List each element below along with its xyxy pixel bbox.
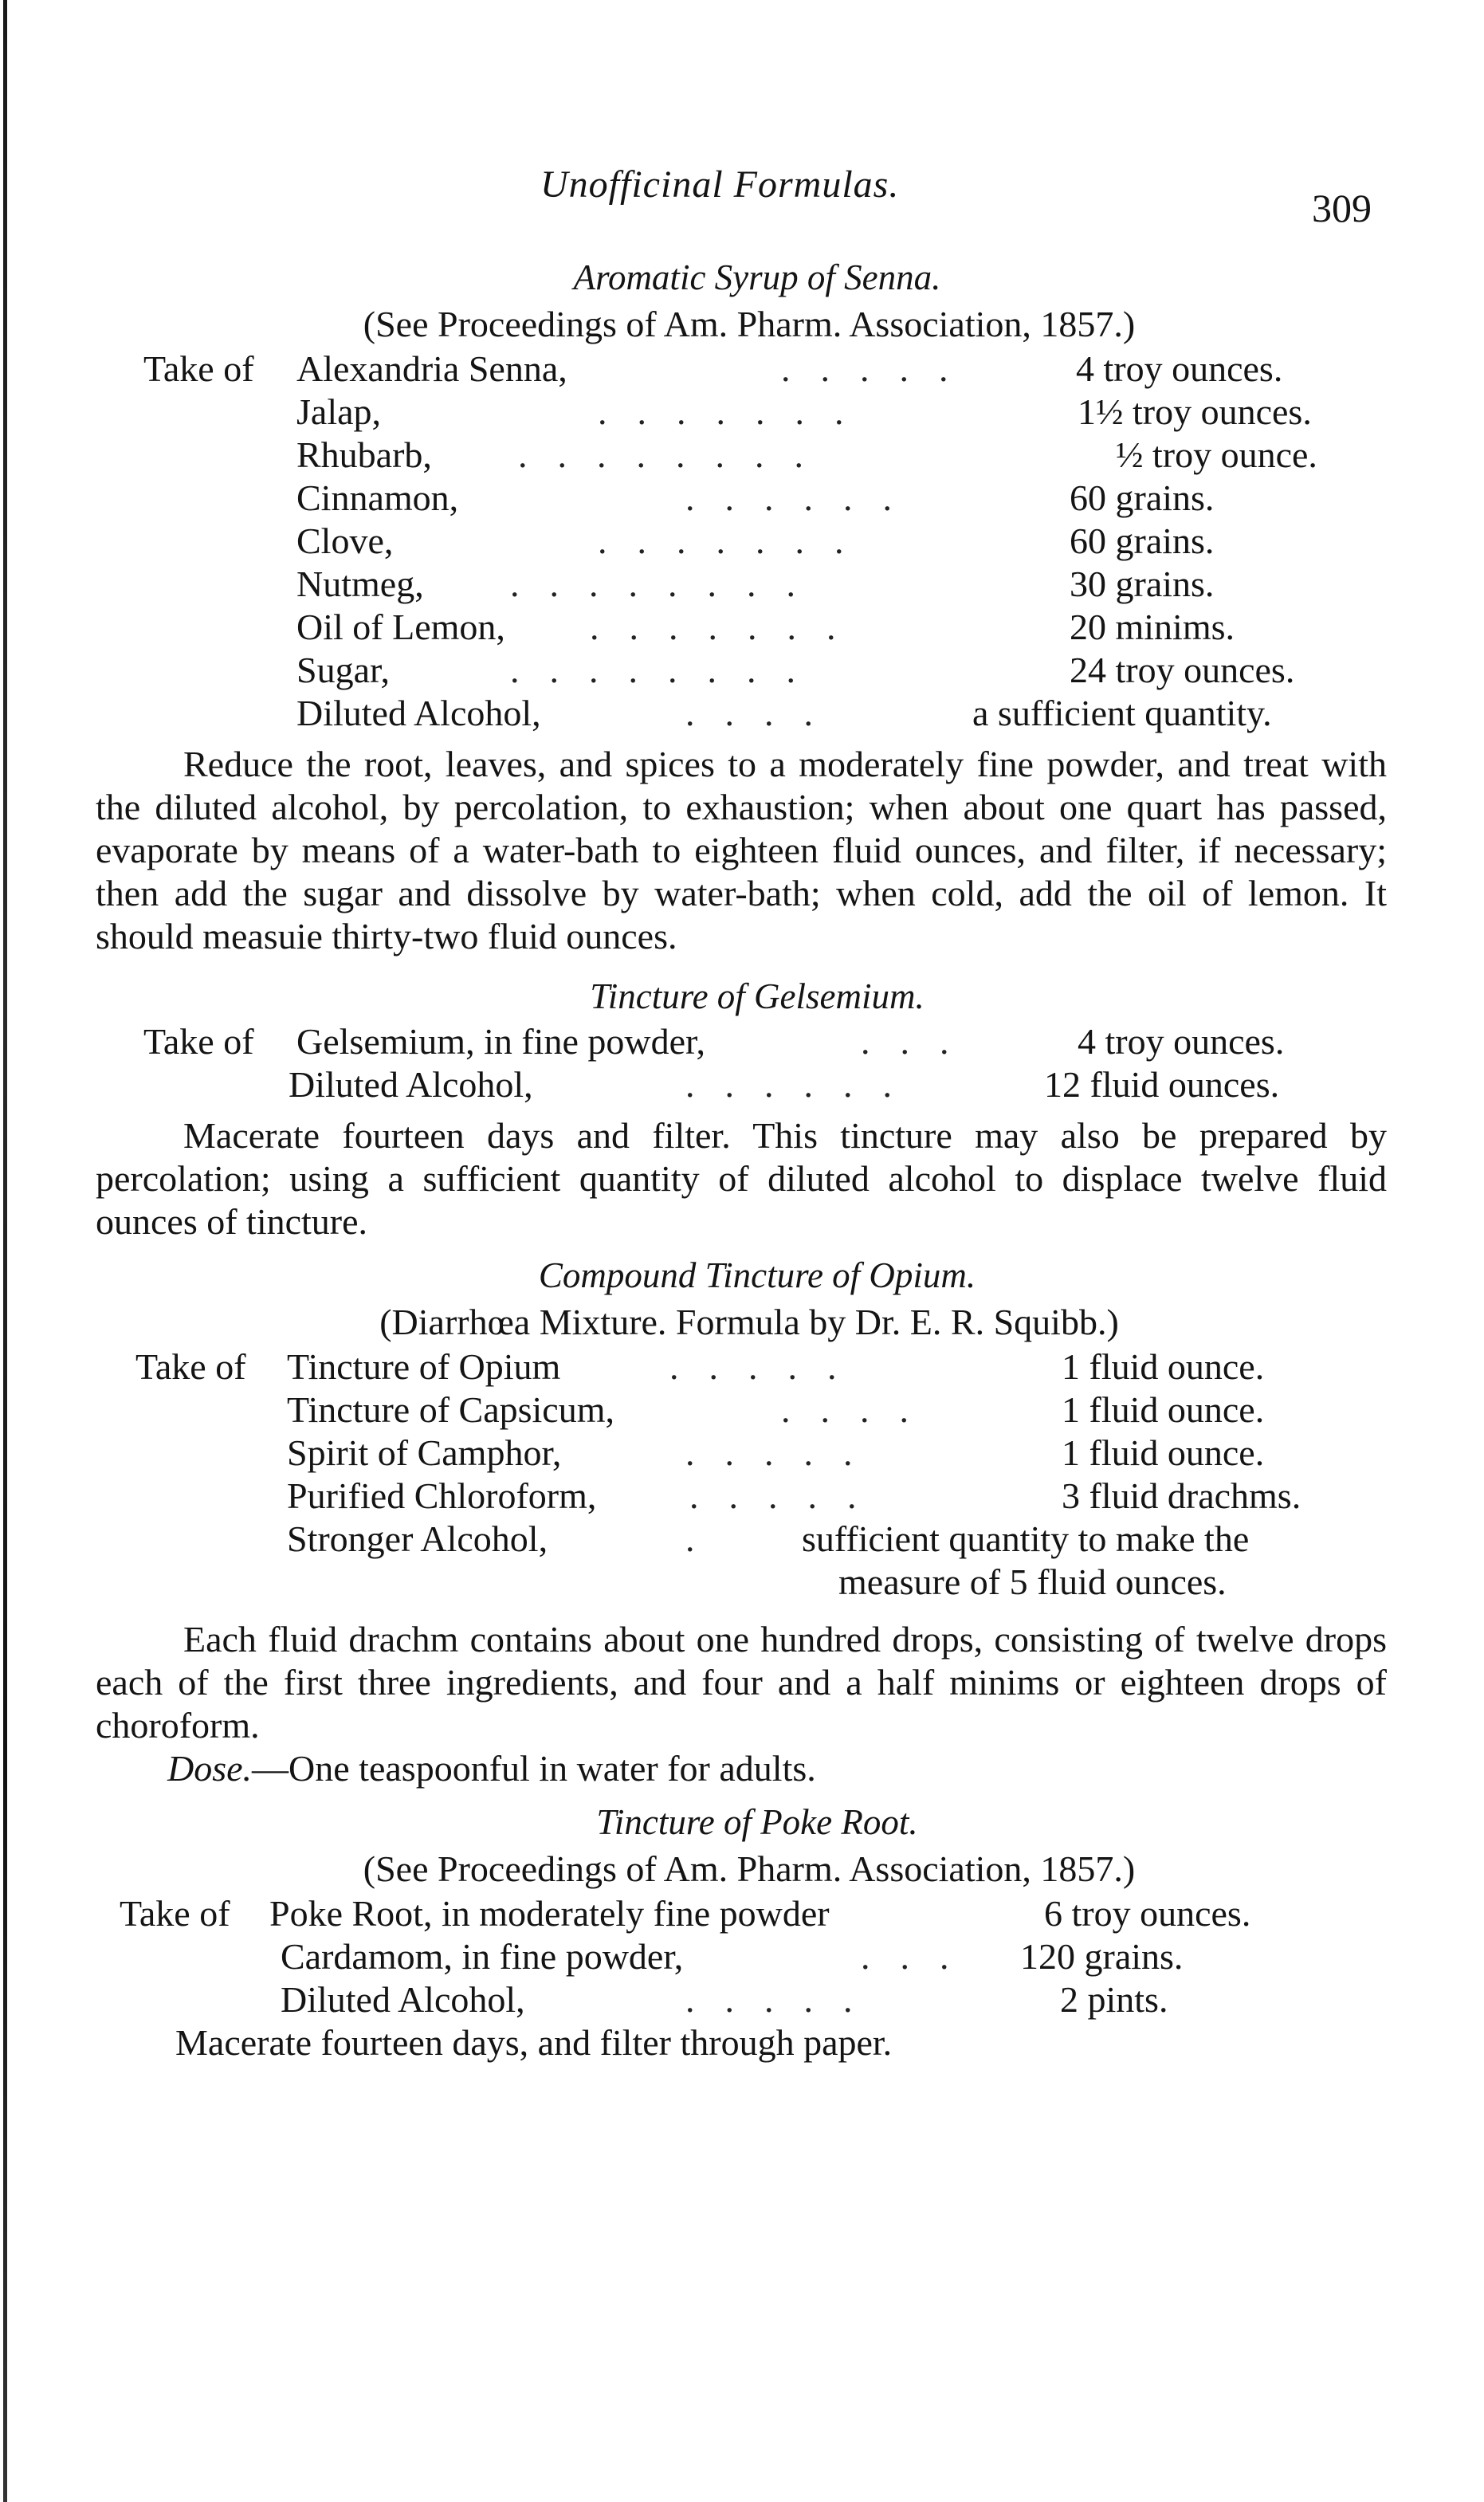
- ingredient-quantity: 1½ troy ounces.: [1078, 391, 1312, 432]
- leader-dots: .....: [689, 1475, 887, 1516]
- page-edge-shadow: [3, 0, 7, 2502]
- ingredient-name: Poke Root, in moderately fine powder: [269, 1893, 830, 1934]
- leader-dots: ......: [685, 1064, 922, 1105]
- leader-dots: .......: [598, 520, 874, 561]
- section-title: Aromatic Syrup of Senna.: [573, 257, 941, 297]
- ingredient-name: Jalap,: [296, 391, 382, 432]
- formula-list: [96, 1020, 1387, 1106]
- formula-row: [96, 391, 1387, 434]
- ingredient-quantity: 30 grains.: [1070, 564, 1215, 604]
- ingredient-name: Cardamom, in fine powder,: [281, 1936, 684, 1977]
- formula-row: [96, 1978, 1387, 2021]
- page-number: 309: [1312, 186, 1372, 230]
- formula-row: [96, 692, 1387, 735]
- ingredient-name: Cinnamon,: [296, 477, 459, 518]
- ingredient-name: Sugar,: [296, 650, 390, 690]
- ingredient-quantity: 3 fluid drachms.: [1062, 1475, 1301, 1516]
- ingredient-name: Nutmeg,: [296, 564, 424, 604]
- ingredient-quantity: 60 grains.: [1070, 520, 1215, 561]
- ingredient-quantity: 12 fluid ounces.: [1044, 1064, 1280, 1105]
- leader-dots: .....: [685, 1432, 883, 1473]
- formula-row: [96, 1518, 1387, 1561]
- leader-dots: .....: [669, 1346, 867, 1387]
- section-paragraph: Reduce the root, leaves, and spices to a moderately fine powder, and treat with the diluted alcohol, by percolation, to exhaustion; when about one quart has passed, evaporate by means of a water-bath to eighteen fluid ounces, and filter, if necessary; then add the sugar and dissolve by water-bath; when cold, add the oil of lemon. It should measuie thirty-two fluid ounces.: [96, 744, 1387, 956]
- page-body: [96, 253, 1387, 2064]
- leader-dots: ....: [685, 693, 843, 733]
- ingredient-name: Stronger Alcohol,: [287, 1518, 548, 1559]
- ingredient-quantity: ½ troy ounce.: [1116, 434, 1317, 475]
- ingredient-name: Clove,: [296, 520, 394, 561]
- ingredient-name: Diluted Alcohol,: [296, 693, 541, 733]
- ingredient-quantity: 60 grains.: [1070, 477, 1215, 518]
- leader-dots: .....: [685, 1979, 883, 2020]
- ingredient-quantity: 20 minims.: [1070, 607, 1235, 647]
- formula-row: [96, 1561, 1387, 1604]
- ingredient-name: Spirit of Camphor,: [287, 1432, 562, 1473]
- leader-dots: .......: [598, 391, 874, 432]
- ingredient-quantity: a sufficient quantity.: [972, 693, 1272, 733]
- ingredient-name: Diluted Alcohol,: [289, 1064, 533, 1105]
- ingredient-name: Oil of Lemon,: [296, 607, 505, 647]
- dose-label: Dose.: [167, 1748, 253, 1789]
- ingredient-name: Gelsemium, in fine powder,: [296, 1021, 705, 1062]
- section-title: Compound Tincture of Opium.: [538, 1255, 976, 1295]
- ingredient-name: Tincture of Capsicum,: [287, 1389, 614, 1430]
- ingredient-quantity: measure of 5 fluid ounces.: [838, 1561, 1227, 1602]
- leader-dots: ...: [861, 1936, 980, 1977]
- ingredient-name: Diluted Alcohol,: [281, 1979, 525, 2020]
- ingredient-quantity: sufficient quantity to make the: [802, 1518, 1250, 1559]
- dose-text: —One teaspoonful in water for adults.: [252, 1748, 816, 1789]
- ingredient-quantity: 1 fluid ounce.: [1062, 1346, 1265, 1387]
- section-subtitle: (Diarrhœa Mixture. Formula by Dr. E. R. Squibb.): [379, 1302, 1119, 1342]
- formula-row: [96, 1892, 1387, 1935]
- ingredient-name: Alexandria Senna,: [296, 348, 567, 389]
- formula-row: [96, 1475, 1387, 1518]
- formula-row: [96, 348, 1387, 391]
- formula-row: [96, 1935, 1387, 1978]
- formula-list: [96, 348, 1387, 735]
- formula-row: [96, 1388, 1387, 1432]
- formula-lead: Take of: [135, 1346, 246, 1387]
- leader-dots: ......: [685, 477, 922, 518]
- leader-dots: ........: [518, 434, 834, 475]
- ingredient-name: Purified Chloroform,: [287, 1475, 597, 1516]
- formula-row: [96, 563, 1387, 606]
- formula-lead: Take of: [120, 1893, 230, 1934]
- formula-row: [96, 477, 1387, 520]
- dose-line: [96, 1747, 1387, 1790]
- leader-dots: ........: [510, 650, 826, 690]
- section-title: Tincture of Gelsemium.: [590, 976, 925, 1016]
- section-paragraph: Macerate fourteen days and filter. This tincture may also be prepared by percolation; using a sufficient quantity of diluted alcohol to displace twelve fluid ounces of tincture.: [96, 1115, 1387, 1242]
- ingredient-quantity: 4 troy ounces.: [1076, 348, 1283, 389]
- leader-dots: ...: [861, 1021, 980, 1062]
- ingredient-quantity: 2 pints.: [1060, 1979, 1168, 2020]
- leader-dots: .......: [590, 607, 866, 647]
- formula-row: [96, 434, 1387, 477]
- formula-row: [96, 520, 1387, 563]
- section-compound-tincture-of-opium: [96, 1251, 1387, 1790]
- leader-dots: ....: [781, 1389, 939, 1430]
- formula-row: [96, 1432, 1387, 1475]
- section-title: Tincture of Poke Root.: [596, 1802, 918, 1842]
- section-tincture-of-poke-root: [96, 1798, 1387, 2064]
- ingredient-name: Rhubarb,: [296, 434, 432, 475]
- section-paragraph: Each fluid drachm contains about one hundred drops, consisting of twelve drops each of the first three ingredients, and four and a half minims or eighteen drops of choroform.: [96, 1619, 1387, 1746]
- ingredient-quantity: 6 troy ounces.: [1044, 1893, 1251, 1934]
- formula-row: [96, 1345, 1387, 1388]
- leader-dots: .....: [781, 348, 979, 389]
- ingredient-quantity: 1 fluid ounce.: [1062, 1432, 1265, 1473]
- formula-row: [96, 1020, 1387, 1063]
- section-paragraph: Macerate fourteen days, and filter through paper.: [175, 2022, 893, 2063]
- leader-dots: ........: [510, 564, 826, 604]
- running-head-title: Unofficinal Formulas.: [540, 163, 900, 206]
- leader-dots: .: [685, 1518, 725, 1559]
- section-subtitle: (See Proceedings of Am. Pharm. Association, 1857.): [363, 304, 1136, 344]
- ingredient-quantity: 1 fluid ounce.: [1062, 1389, 1265, 1430]
- section-tincture-of-gelsemium: [96, 972, 1387, 1243]
- formula-lead: Take of: [143, 1021, 254, 1062]
- section-subtitle: (See Proceedings of Am. Pharm. Association, 1857.): [363, 1848, 1136, 1889]
- formula-list: [96, 1892, 1387, 2021]
- formula-row: [96, 1063, 1387, 1106]
- formula-lead: Take of: [143, 348, 254, 389]
- section-aromatic-syrup-of-senna: [96, 253, 1387, 958]
- formula-list: [96, 1345, 1387, 1604]
- formula-row: [96, 606, 1387, 649]
- formula-row: [96, 649, 1387, 692]
- ingredient-quantity: 24 troy ounces.: [1070, 650, 1295, 690]
- ingredient-quantity: 4 troy ounces.: [1078, 1021, 1285, 1062]
- running-head: [0, 163, 1484, 230]
- ingredient-name: Tincture of Opium: [287, 1346, 561, 1387]
- ingredient-quantity: 120 grains.: [1020, 1936, 1184, 1977]
